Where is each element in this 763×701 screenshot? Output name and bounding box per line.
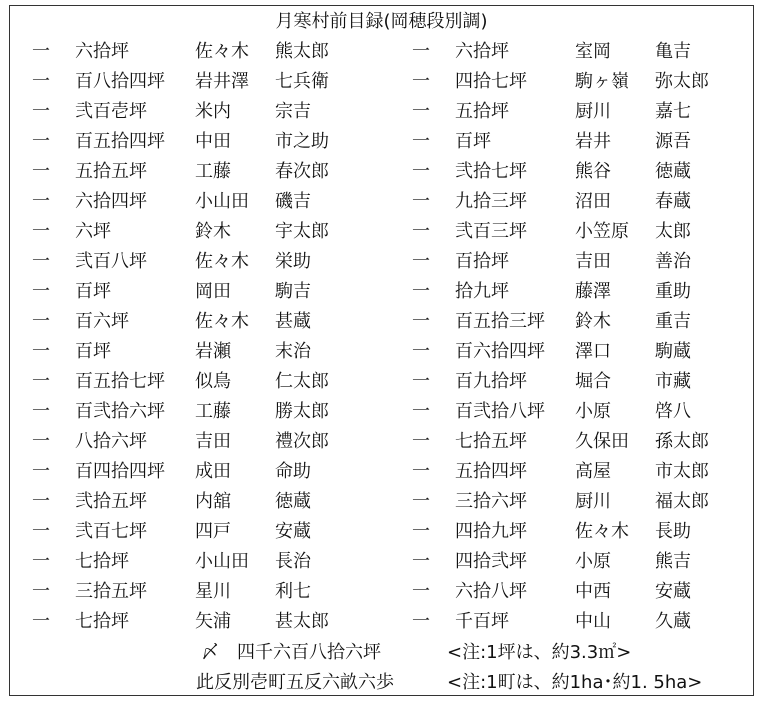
item-surname: 沼田 [575,191,611,212]
item-area: 五拾四坪 [455,461,527,482]
item-area: 百六坪 [75,311,129,332]
item-area: 弐百三坪 [455,221,527,242]
item-surname: 小山田 [195,191,249,212]
item-area: 弐拾七坪 [455,161,527,182]
item-given-name: 春次郎 [275,161,329,182]
item-given-name: 善治 [655,251,691,272]
item-mark: 一 [412,401,430,422]
item-mark: 一 [32,131,50,152]
item-surname: 吉田 [575,251,611,272]
item-given-name: 長助 [655,521,691,542]
item-given-name: 熊太郎 [275,41,329,62]
item-mark: 一 [412,131,430,152]
total-mark: 〆 [201,642,219,663]
item-area: 五拾五坪 [75,161,147,182]
item-area: 七拾五坪 [455,431,527,452]
item-mark: 一 [412,581,430,602]
item-surname: 佐々木 [195,311,249,332]
item-mark: 一 [412,71,430,92]
item-given-name: 孫太郎 [655,431,709,452]
item-given-name: 勝太郎 [275,401,329,422]
item-mark: 一 [32,41,50,62]
item-area: 百拾坪 [455,251,509,272]
item-area: 百弐拾六坪 [75,401,165,422]
item-mark: 一 [412,191,430,212]
note-tsubo: <注:1坪は、約3.3㎡> [447,642,632,663]
item-surname: 久保田 [575,431,629,452]
item-area: 千百坪 [455,611,509,632]
item-surname: 岡田 [195,281,231,302]
item-mark: 一 [412,371,430,392]
item-surname: 堀合 [575,371,611,392]
item-surname: 小山田 [195,551,249,572]
item-surname: 熊谷 [575,161,611,182]
item-area: 四拾弐坪 [455,551,527,572]
item-mark: 一 [412,311,430,332]
item-given-name: 禮次郎 [275,431,329,452]
item-area: 百弐拾八坪 [455,401,545,422]
item-mark: 一 [32,401,50,422]
item-surname: 駒ヶ嶺 [575,71,629,92]
item-mark: 一 [412,521,430,542]
item-mark: 一 [32,191,50,212]
item-given-name: 駒蔵 [655,341,691,362]
item-area: 六拾坪 [75,41,129,62]
item-area: 百坪 [455,131,491,152]
item-area: 三拾五坪 [75,581,147,602]
item-mark: 一 [412,341,430,362]
item-surname: 中西 [575,581,611,602]
item-mark: 一 [412,431,430,452]
item-mark: 一 [32,251,50,272]
item-surname: 成田 [195,461,231,482]
item-surname: 澤口 [575,341,611,362]
item-mark: 一 [32,221,50,242]
item-surname: 矢浦 [195,611,231,632]
item-mark: 一 [412,101,430,122]
item-mark: 一 [32,431,50,452]
item-mark: 一 [32,371,50,392]
item-mark: 一 [32,71,50,92]
item-area: 弐百壱坪 [75,101,147,122]
item-mark: 一 [32,551,50,572]
item-mark: 一 [412,41,430,62]
item-area: 百五拾七坪 [75,371,165,392]
item-surname: 藤澤 [575,281,611,302]
item-given-name: 末治 [275,341,311,362]
item-given-name: 市藏 [655,371,691,392]
item-area: 百四拾四坪 [75,461,165,482]
item-surname: 厨川 [575,101,611,122]
item-area: 六坪 [75,221,111,242]
item-given-name: 弥太郎 [655,71,709,92]
total-tanbetsu: 此反別壱町五反六畝六歩 [196,672,394,693]
item-surname: 高屋 [575,461,611,482]
item-given-name: 徳蔵 [275,491,311,512]
item-area: 五拾坪 [455,101,509,122]
item-mark: 一 [32,341,50,362]
item-mark: 一 [412,491,430,512]
item-area: 百六拾四坪 [455,341,545,362]
item-given-name: 駒吉 [275,281,311,302]
item-mark: 一 [32,581,50,602]
item-mark: 一 [32,491,50,512]
item-area: 七拾坪 [75,611,129,632]
item-mark: 一 [412,461,430,482]
item-area: 百八拾四坪 [75,71,165,92]
item-area: 百坪 [75,281,111,302]
item-given-name: 市太郎 [655,461,709,482]
item-given-name: 春蔵 [655,191,691,212]
item-mark: 一 [32,101,50,122]
item-mark: 一 [32,161,50,182]
item-given-name: 源吾 [655,131,691,152]
item-mark: 一 [32,611,50,632]
item-given-name: 熊吉 [655,551,691,572]
item-mark: 一 [412,281,430,302]
item-surname: 鈴木 [195,221,231,242]
item-given-name: 重吉 [655,311,691,332]
note-cho: <注:1町は、約1ha･約1. 5ha> [447,672,703,693]
item-area: 九拾三坪 [455,191,527,212]
item-area: 百五拾三坪 [455,311,545,332]
item-surname: 中山 [575,611,611,632]
item-surname: 岩瀬 [195,341,231,362]
item-area: 百坪 [75,341,111,362]
item-mark: 一 [32,311,50,332]
item-given-name: 啓八 [655,401,691,422]
item-surname: 吉田 [195,431,231,452]
item-area: 百九拾坪 [455,371,527,392]
item-area: 拾九坪 [455,281,509,302]
item-surname: 岩井 [575,131,611,152]
item-given-name: 安蔵 [275,521,311,542]
item-mark: 一 [412,221,430,242]
item-surname: 佐々木 [575,521,629,542]
item-surname: 小原 [575,401,611,422]
item-given-name: 市之助 [275,131,329,152]
item-surname: 厨川 [575,491,611,512]
item-mark: 一 [32,521,50,542]
item-area: 六拾八坪 [455,581,527,602]
item-given-name: 徳蔵 [655,161,691,182]
item-surname: 小原 [575,551,611,572]
item-mark: 一 [412,251,430,272]
item-given-name: 栄助 [275,251,311,272]
item-area: 四拾九坪 [455,521,527,542]
item-given-name: 亀吉 [655,41,691,62]
item-surname: 佐々木 [195,251,249,272]
item-given-name: 甚蔵 [275,311,311,332]
item-area: 百五拾四坪 [75,131,165,152]
item-surname: 内舘 [195,491,231,512]
item-mark: 一 [412,161,430,182]
item-given-name: 磯吉 [275,191,311,212]
item-area: 弐百八坪 [75,251,147,272]
item-given-name: 福太郎 [655,491,709,512]
item-given-name: 安蔵 [655,581,691,602]
item-given-name: 仁太郎 [275,371,329,392]
item-area: 三拾六坪 [455,491,527,512]
item-given-name: 太郎 [655,221,691,242]
item-surname: 鈴木 [575,311,611,332]
item-mark: 一 [32,461,50,482]
item-surname: 小笠原 [575,221,629,242]
item-surname: 佐々木 [195,41,249,62]
total-tsubo: 四千六百八拾六坪 [237,642,381,663]
item-given-name: 宗吉 [275,101,311,122]
item-given-name: 甚太郎 [275,611,329,632]
item-surname: 工藤 [195,401,231,422]
item-given-name: 嘉七 [655,101,691,122]
item-given-name: 七兵衛 [275,71,329,92]
item-surname: 室岡 [575,41,611,62]
item-given-name: 重助 [655,281,691,302]
item-area: 四拾七坪 [455,71,527,92]
item-area: 七拾坪 [75,551,129,572]
document-title: 月寒村前目録(岡穂段別調) [275,11,488,32]
item-mark: 一 [412,551,430,572]
item-area: 八拾六坪 [75,431,147,452]
item-area: 弐百七坪 [75,521,147,542]
item-mark: 一 [412,611,430,632]
item-given-name: 宇太郎 [275,221,329,242]
item-area: 六拾四坪 [75,191,147,212]
item-surname: 星川 [195,581,231,602]
item-surname: 岩井澤 [195,71,249,92]
item-mark: 一 [32,281,50,302]
item-area: 六拾坪 [455,41,509,62]
item-given-name: 久蔵 [655,611,691,632]
item-area: 弐拾五坪 [75,491,147,512]
item-surname: 似鳥 [195,371,231,392]
item-surname: 中田 [195,131,231,152]
item-given-name: 命助 [275,461,311,482]
item-surname: 米内 [195,101,231,122]
item-given-name: 利七 [275,581,311,602]
item-given-name: 長治 [275,551,311,572]
item-surname: 四戸 [195,521,231,542]
item-surname: 工藤 [195,161,231,182]
